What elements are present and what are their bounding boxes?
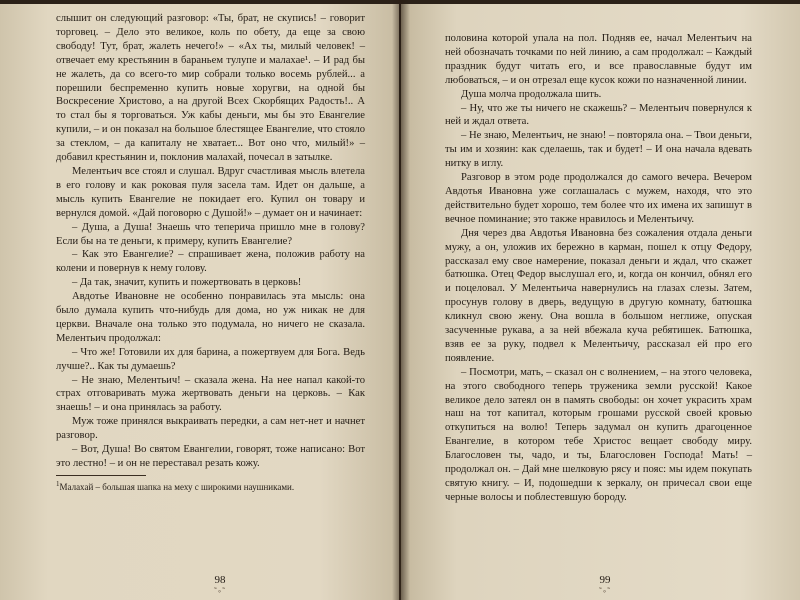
paragraph: половина которой упала на пол. Подняв ее, начал Мелентьич на ней обозначать точками по ней линию, а сам продолжал: – Каждый праздник будут читать его, и все православные будут им любоваться, – и он отрезал еще кусок кожи по назначенной линии. <box>445 33 752 86</box>
paragraph: Дня через два Авдотья Ивановна без сожаления отдала деньги мужу, а он, уложив их бережно в карман, пошел к отцу Федору, рассказал ему свое намерение, показал деньги и ждал, что скажет батюшка. Отец Федор выслушал его, и, когда он кончил, обнял его и поцеловал. У Мелентьича навернулись на глазах слезы. Затем, просунув голову в дверь, ведущую в другую комнату, батюшка кликнул свою жену. Она вошла в большом неглиже, опуская засученные рукава, а за ней вбежала куча ребятишек. Батюшка, взяв ее за руку, подвел к Мелентьичу, рассказал ей про его появление. <box>445 227 752 364</box>
paragraph: – Да так, значит, купить и пожертвовать в церковь! <box>72 277 302 289</box>
paragraph: – Вот, Душа! Во святом Евангелии, говорят, тоже написано: Вот это лестно! – и он не переставал резать кожу. <box>56 444 365 469</box>
paragraph: Душа молча продолжала шить. <box>461 88 602 100</box>
paragraph: – Ну, что же ты ничего не скажешь? – Мелентьич повернулся к ней и ждал ответа. <box>445 102 752 128</box>
paragraph: – Душа, а Душа! Знаешь что теперича пришло мне в голову? Если бы на те деньги, к примеру, купить Евангелие? <box>56 221 365 247</box>
paragraph: Муж тоже принялся выкраивать передки, а сам нет-нет и начнет разговор. <box>56 416 365 442</box>
left-page <box>0 4 399 600</box>
paragraph: – Не знаю, Мелентьич! – сказала жена. На нее напал какой-то страх отговаривать мужа жертвовать деньги на церковь. – Как знаешь! – и она принялась за работу. <box>56 374 365 414</box>
left-page-text <box>56 12 365 471</box>
paragraph: Разговор в этом роде продолжался до самого вечера. Вечером Авдотья Ивановна уже соглашалась с мужем, находя, что это действительно будет хорошо, тем более что их имена их запишут в вечное поминание; это также нравилось и Мелентьичу. <box>445 172 752 225</box>
paragraph: – Посмотри, мать, – сказал он с волнением, – на этого человека, на этого свободного теперь труженика земли русской! Какое великое дело затеял он в память свободы: он хочет украсить храм наш на тот капитал, которым грошами русской своей кровью откупиться на волю! Теперь задумал он купить драгоценное Евангелие, в котором тебе Христос вещает свободу миру. Благословен ты, чадо, и ты, Благословен Господа! Мать! – продолжал он. – Дай мне шелковую рясу и пояс: мы идем покупать святую книгу. – И, подошедши к зеркалу, он причесал свои еще черные волосы и поблестевшую бороду. <box>445 366 752 503</box>
footnote-mark: 1 <box>56 479 60 488</box>
footnote <box>56 479 365 493</box>
book-gutter <box>392 0 410 600</box>
paragraph: Авдотье Ивановне не особенно понравилась эта мысль: она было думала купить что-нибудь для дома, но уж никак не для церкви. Вначале она только это подумала, но ничего не сказала. Мелентьич продолжал: <box>56 291 365 344</box>
paragraph: – Не знаю, Мелентьич, не знаю! – повторяла она. – Твои деньги, ты им и хозяин: как сделаешь, так и будет! – И она начала вдевать нитку в иглу. <box>445 130 752 170</box>
ornament-right: ˜◦˜ <box>598 586 612 596</box>
paragraph: – Как это Евангелие? – спрашивает жена, положив работу на колени и повернув к нему голову. <box>56 249 365 275</box>
paragraph: Мелентьич все стоял и слушал. Вдруг счастливая мысль влетела в его голову и как роковая пуля засела там. Идет он дальше, а мысль купить Евангелие не покидает его. Купил он товару и вернулся домой. «Дай поговорю с Душой!» – думает он и начинает: <box>56 165 365 219</box>
page-number-left: 98 <box>214 574 226 586</box>
paragraph: – Что же! Готовили их для барина, а пожертвуем для Бога. Ведь лучше?.. Как ты думаешь? <box>56 346 365 372</box>
page-number-right: 99 <box>599 574 611 586</box>
footnote-text: Малахай – большая шапка на меху с широкими наушниками. <box>59 481 295 492</box>
right-page-text <box>445 32 752 505</box>
right-page <box>401 4 800 600</box>
ornament-left: ˜◦˜ <box>213 586 227 596</box>
paragraph: слышит он следующий разговор: «Ты, брат, не скупись! – говорит торговец. – Дело это великое, коль по обету, да еще за свою свободу! Тут, брат, жалеть нечего!» – «Ах ты, милый человек! – отвечает ему крестьянин в бараньем тулупе и малахае¹. – И рад бы не жалеть, да со всего-то мир собрали только восемь рублей... а порешили беспременно купить новые хоругви, на одной бы Воскресение Христово, а на другой Всех Скорбящих Радость!.. А то стал бы я торговаться. Уж кабы деньги, мы бы это Евангелие купили, – и он показал на большое блестящее Евангелие, что стояло за стеклом, – да капиталу не хватает... Вот оно что, милый!» – добавил крестьянин и, поклонив малахай, почесал в затылке. <box>56 13 365 164</box>
footnote-rule <box>56 475 146 476</box>
